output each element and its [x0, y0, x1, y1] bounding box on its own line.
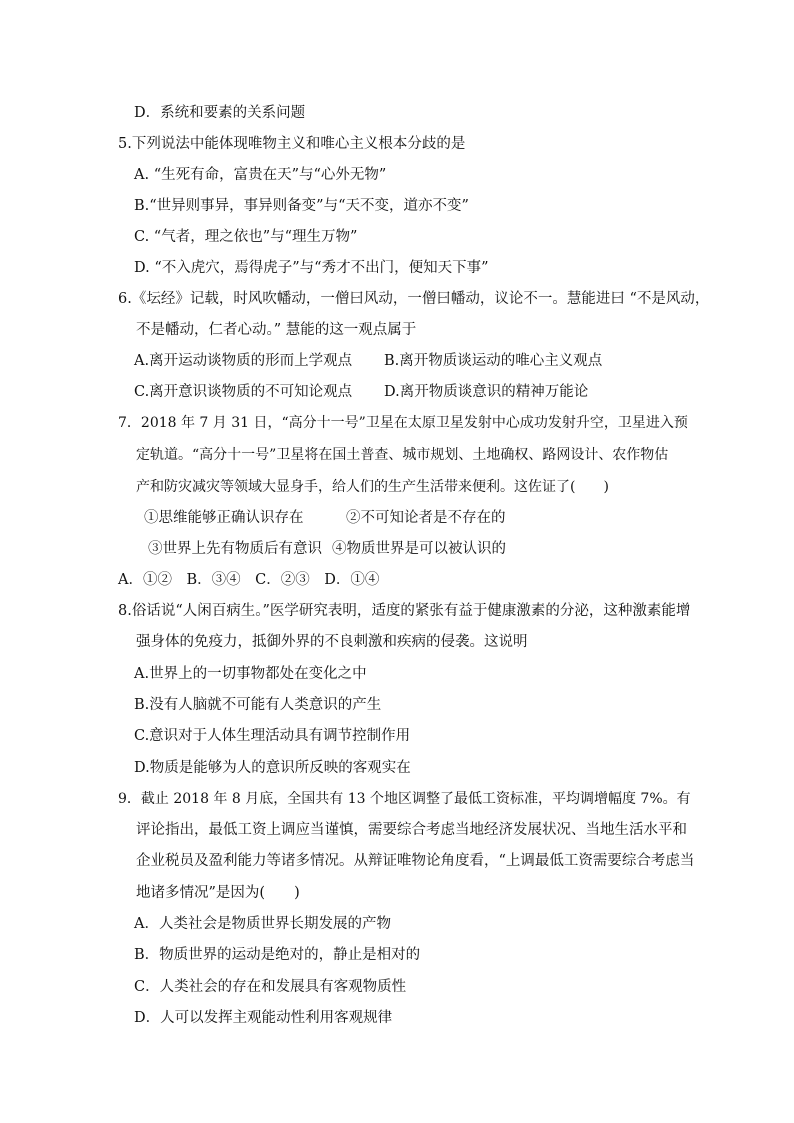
q6-option-a: A.离开运动谈物质的形而上学观点 [134, 353, 353, 369]
q5-option-d: D. “不入虎穴，焉得虎子”与“秀才不出门，便知天下事” [134, 260, 489, 276]
q5-stem: 5.下列说法中能体现唯物主义和唯心主义根本分歧的是 [118, 136, 466, 152]
q6-stem-line-2: 不是幡动，仁者心动。” 慧能的这一观点属于 [136, 322, 417, 338]
q9-stem-line-2: 评论指出，最低工资上调应当谨慎，需要综合考虑当地经济发展状况、当地生活水平和 [136, 822, 687, 838]
q8-option-b: B.没有人脑就不可能有人类意识的产生 [134, 697, 382, 713]
q6-option-c: C.离开意识谈物质的不可知论观点 [134, 384, 353, 400]
q9-option-b: B．物质世界的运动是绝对的，静止是相对的 [134, 947, 421, 963]
q8-option-c: C.意识对于人体生理活动具有调节控制作用 [134, 728, 411, 744]
q7-items-row-1 [144, 511, 506, 526]
q6-options-row-2 [134, 385, 588, 400]
q6-option-b: B.离开物质谈运动的唯心主义观点 [384, 353, 603, 369]
q6-stem-line-1: 6.《坛经》记载，时风吹幡动，一僧曰风动，一僧曰幡动，议论不一。慧能进曰 “不是风动， [118, 291, 710, 307]
q9-stem-line-3: 企业税员及盈利能力等诸多情况。从辩证唯物论角度看，“上调最低工资需要综合考虑当 [136, 853, 695, 869]
q9-option-c: C．人类社会的存在和发展具有客观物质性 [134, 979, 407, 995]
q7-item-3: ③世界上先有物质后有意识 [148, 541, 322, 557]
q9-stem-line-4: 地诸多情况”是因为( ) [136, 885, 300, 901]
q8-option-d: D.物质是能够为人的意识所反映的客观实在 [134, 760, 411, 776]
q5-option-b: B.“世异则事异，事异则备变”与“天不变，道亦不变” [134, 198, 469, 214]
q9-option-a: A．人类社会是物质世界长期发展的产物 [134, 916, 391, 932]
q7-stem-line-3: 产和防灾减灾等领域大显身手，给人们的生产生活带来便利。这佐证了( ) [136, 479, 609, 495]
q5-option-c: C. “气者，理之依也”与“理生万物” [134, 229, 358, 245]
q7-item-1: ①思维能够正确认识存在 [144, 510, 304, 526]
q8-stem-line-1: 8.俗话说“人闲百病生。”医学研究表明，适度的紧张有益于健康激素的分泌，这种激素能增 [118, 603, 691, 619]
q7-items-row-2 [148, 542, 506, 557]
q9-stem-line-1: 9．截止 2018 年 8 月底，全国共有 13 个地区调整了最低工资标准，平均调增幅度 7%。有 [118, 791, 691, 807]
q7-stem-line-1: 7．2018 年 7 月 31 日，“高分十一号”卫星在太原卫星发射中心成功发射升空，卫星进入预 [118, 415, 688, 431]
q7-item-2: ②不可知论者是不存在的 [346, 510, 506, 526]
q5-option-a: A. “生死有命，富贵在天”与“心外无物” [134, 167, 387, 183]
q8-stem-line-2: 强身体的免疫力，抵御外界的不良刺激和疾病的侵袭。这说明 [136, 634, 528, 650]
q7-stem-line-2: 定轨道。“高分十一号”卫星将在国土普查、城市规划、土地确权、路网设计、农作物估 [136, 447, 669, 463]
q8-option-a: A.世界上的一切事物都处在变化之中 [134, 666, 367, 682]
q9-option-d: D．人可以发挥主观能动性利用客观规律 [134, 1010, 393, 1026]
q6-option-d: D.离开物质谈意识的精神万能论 [384, 384, 589, 400]
q7-item-4: ④物质世界是可以被认识的 [332, 541, 506, 557]
q7-answer-options: A．①② B．③④ C．②③ D．①④ [118, 572, 380, 588]
q4-option-d: D．系统和要素的关系问题 [134, 105, 306, 121]
q6-options-row-1 [134, 354, 602, 369]
